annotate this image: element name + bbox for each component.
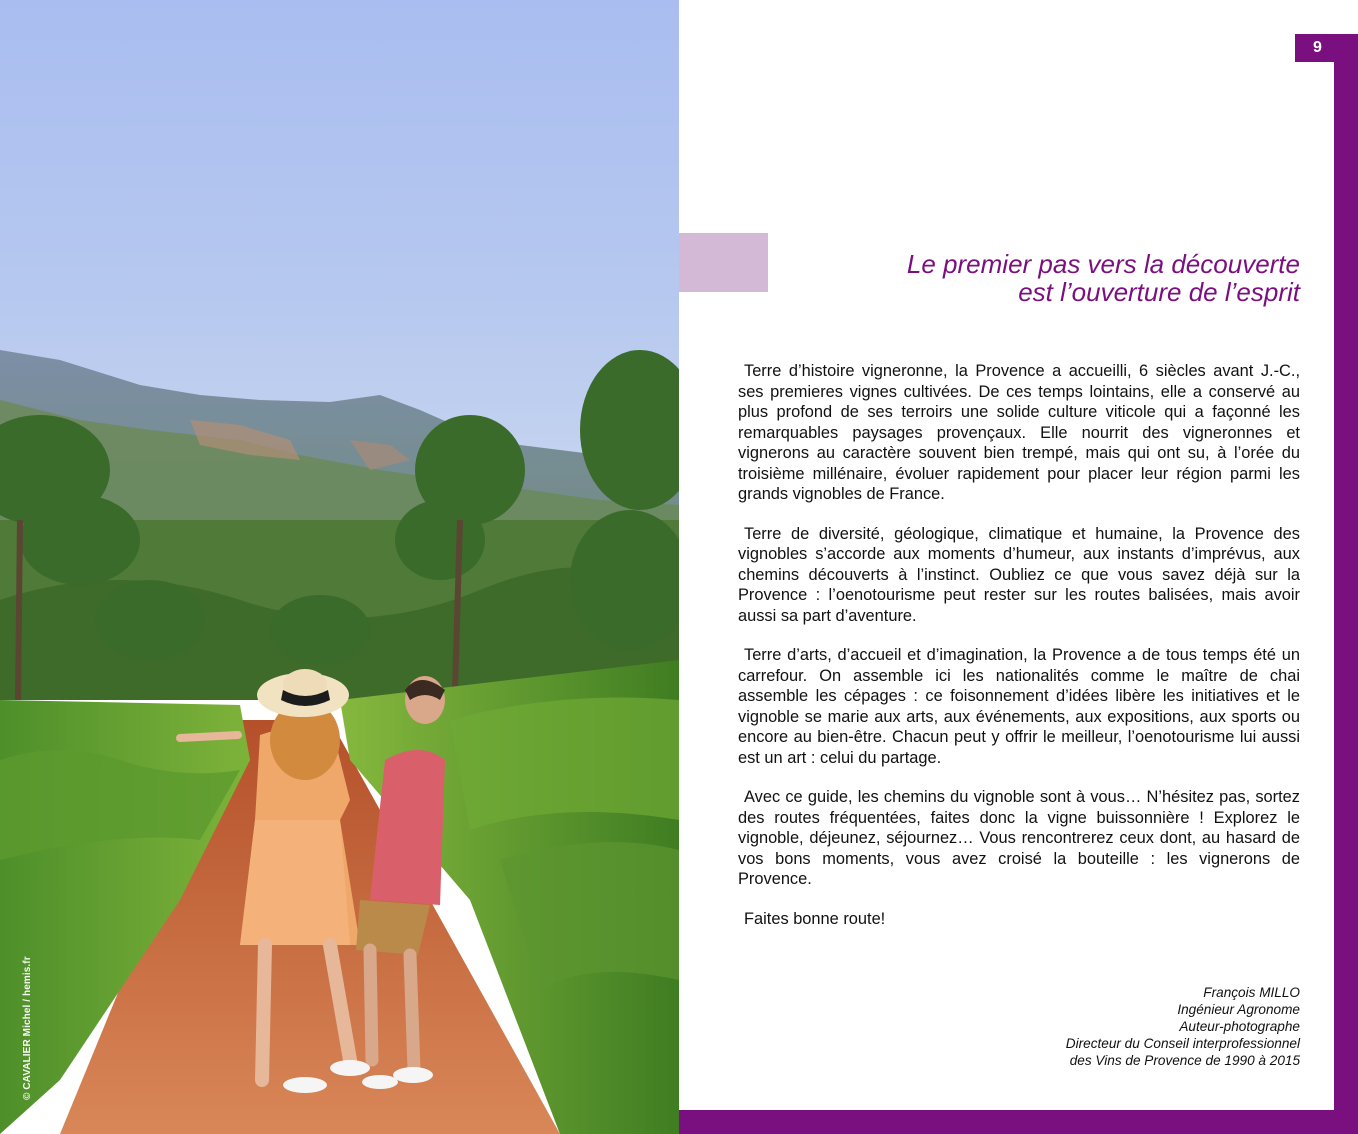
paragraph: Terre d’histoire vigneronne, la Provence a accueilli, 6 siècles avant J.-C., ses premieres vignes cultivées. De ces temps lointains, elle a conservé au plus profond de ses terroirs une solide culture viticole qui a façonné les remarquables paysages provençaux. Elle nourrit des vigneronnes et vignerons au caractère souvent bien trempé, mais qui ont su, à l’orée du troisième millénaire, évoluer rapidement pour placer leur région parmi les grands vignobles de France. bbox=[738, 362, 1300, 503]
signature-block bbox=[980, 984, 1300, 1069]
page-border-bottom bbox=[679, 1110, 1358, 1134]
signature-name: François MILLO bbox=[1203, 985, 1300, 1000]
heading-accent-block bbox=[679, 233, 768, 292]
paragraph: Faites bonne route! bbox=[744, 909, 886, 928]
page-number: 9 bbox=[1313, 39, 1322, 56]
signature-title: Directeur du Conseil interprofessionnel bbox=[1065, 1036, 1300, 1051]
page-border-right bbox=[1334, 62, 1358, 1134]
signature-title: Ingénieur Agronome bbox=[1177, 1002, 1300, 1017]
signature-title: des Vins de Provence de 1990 à 2015 bbox=[1069, 1053, 1300, 1068]
paragraph: Avec ce guide, les chemins du vignoble sont à vous… N’hésitez pas, sortez des routes fréquentées, faites donc la vigne buissonnière ! Explorez le vignoble, déjeunez, séjournez… Vous rencontrerez ceux dont, au hasard de vos bons moments, vous avez croisé la bouteille : les vignerons de Provence. bbox=[738, 788, 1300, 888]
paragraph: Terre de diversité, géologique, climatique et humaine, la Provence des vignobles s’accorde aux moments d’humeur, aux instants d’imprévus, aux chemins découverts à l’instinct. Oubliez ce que vous savez déjà sur la Provence : l’oenotourisme peut rester sur les routes balisées, mais avoir aussi sa part d’aventure. bbox=[738, 524, 1300, 625]
signature-title: Auteur-photographe bbox=[1179, 1019, 1300, 1034]
photo-credit: © CAVALIER Michel / hemis.fr bbox=[22, 956, 33, 1100]
paragraph: Terre d’arts, d’accueil et d’imagination, la Provence a de tous temps été un carrefour. On assemble ici les nationalités comme le maître de chai assemble les cépages : ce foisonnement d’idées libère les initiatives et le vignoble se marie aux arts, aux événements, aux expositions, aux sports ou encore au bien-être. Chacun peut y offrir le meilleur, l’oenotourisme lui aussi est un art : celui du partage. bbox=[738, 646, 1300, 767]
heading-line-1: Le premier pas vers la découverte bbox=[906, 249, 1300, 279]
page-heading bbox=[800, 250, 1300, 306]
body-text bbox=[738, 361, 1300, 948]
heading-line-2: est l’ouverture de l’esprit bbox=[1018, 277, 1300, 307]
